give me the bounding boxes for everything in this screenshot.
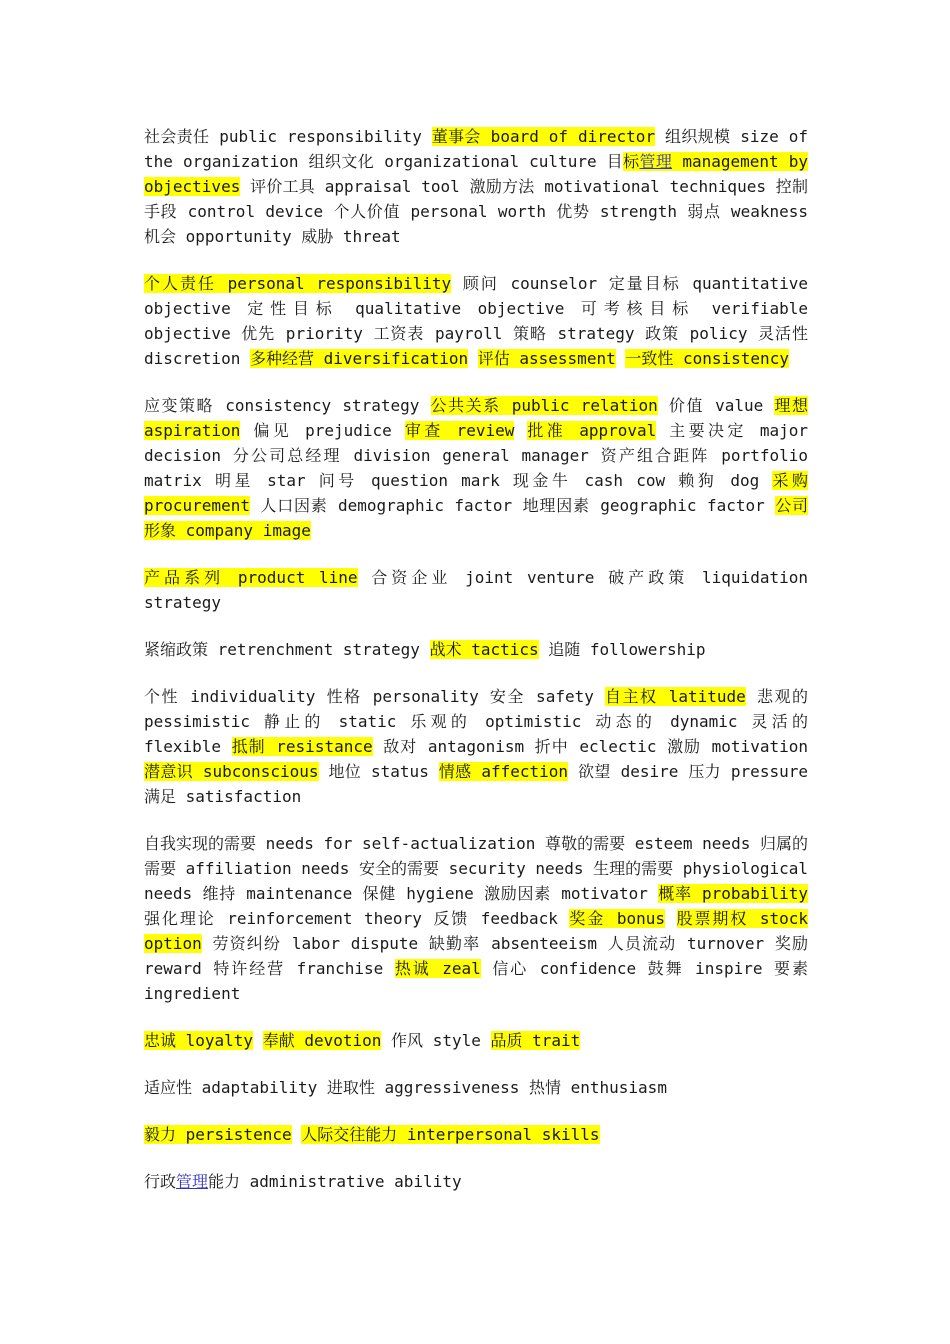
term-text: 合资企业 joint venture 破产政策 liquidation strategy xyxy=(144,568,808,612)
glossary-paragraph xyxy=(144,1075,808,1100)
term-text: 地位 status xyxy=(318,762,439,781)
highlighted-term: 奉献 devotion xyxy=(262,1031,382,1050)
highlighted-term: 毅力 persistence xyxy=(144,1125,292,1144)
highlighted-term: 标 xyxy=(623,152,640,171)
highlighted-term: 品质 trait xyxy=(490,1031,581,1050)
highlighted-term: 抵制 resistance xyxy=(231,737,373,756)
term-text xyxy=(253,1031,263,1050)
glossary-paragraph xyxy=(144,271,808,371)
term-text: 适应性 adaptability 进取性 aggressiveness 热情 enthusiasm xyxy=(144,1078,667,1097)
highlighted-term: 评估 assessment xyxy=(477,349,616,368)
document-page xyxy=(144,124,808,1216)
glossary-paragraph xyxy=(144,684,808,809)
term-text: 主要决定 major decision 分公司总经理 division general manager 资产组合距阵 portfolio matrix 明星 star 问号 question mark 现金牛 cash cow 赖狗 dog xyxy=(144,421,808,490)
highlighted-term: 多种经营 diversification xyxy=(249,349,469,368)
highlighted-term: 奖金 bonus xyxy=(569,909,665,928)
term-text: 自我实现的需要 needs for self-actualization 尊敬的需要 esteem needs 归属的需要 affiliation needs 安全的需要 security needs 生理的需要 physiological needs 维持 maintenance 保健 hygiene 激励因素 motivator xyxy=(144,834,809,903)
term-text xyxy=(514,421,527,440)
highlighted-term: 批准 approval xyxy=(527,421,657,440)
term-link[interactable]: 管理 xyxy=(176,1172,209,1191)
term-text: 劳资纠纷 labor dispute 缺勤率 absenteeism 人员流动 turnover 奖励 reward 特许经营 franchise xyxy=(144,934,808,978)
term-text: 应变策略 consistency strategy xyxy=(144,396,431,415)
term-text: 价值 value xyxy=(657,396,775,415)
highlighted-term: 一致性 consistency xyxy=(625,349,789,368)
term-text: 人口因素 demographic factor 地理因素 geographic factor xyxy=(249,496,776,515)
term-text: 社会责任 public responsibility xyxy=(144,127,432,146)
term-text xyxy=(665,909,677,928)
term-text: 能力 administrative ability xyxy=(208,1172,462,1191)
term-link[interactable]: 管理 xyxy=(639,152,673,171)
glossary-paragraph xyxy=(144,637,808,662)
highlighted-term: 潜意识 subconscious xyxy=(144,762,319,781)
highlighted-term: 董事会 board of director xyxy=(431,127,656,146)
term-text: 追随 followership xyxy=(538,640,706,659)
glossary-paragraph xyxy=(144,1122,808,1147)
glossary-paragraph xyxy=(144,565,808,615)
term-text: 评价工具 appraisal tool 激励方法 motivational techniques 控制手段 control device 个人价值 personal worth 优势 strength 弱点 weakness 机会 opportunity 威胁 threat xyxy=(144,177,808,246)
glossary-paragraph xyxy=(144,1028,808,1053)
glossary-paragraph xyxy=(144,1169,808,1194)
term-text xyxy=(468,349,478,368)
highlighted-term: 采购 procurement xyxy=(144,471,808,515)
highlighted-term: 人际交往能力 interpersonal skills xyxy=(301,1125,600,1144)
term-text: 信心 confidence 鼓舞 inspire 要素 ingredient xyxy=(144,959,808,1003)
highlighted-term: management by objectives xyxy=(144,152,808,196)
term-text: 个性 individuality 性格 personality 安全 safety xyxy=(144,687,606,706)
glossary-paragraph xyxy=(144,393,808,543)
term-text: 作风 style xyxy=(381,1031,491,1050)
term-text: 强化理论 reinforcement theory 反馈 feedback xyxy=(144,909,570,928)
highlighted-term: 概率 probability xyxy=(658,884,808,903)
highlighted-term: 公共关系 public relation xyxy=(430,396,658,415)
term-text: 敌对 antagonism 折中 eclectic 激励 motivation xyxy=(372,737,808,756)
highlighted-term: 产品系列 product line xyxy=(144,568,358,587)
term-text: 行政 xyxy=(144,1172,177,1191)
highlighted-term: 理想 aspiration xyxy=(144,396,808,440)
highlighted-term: 忠诚 loyalty xyxy=(144,1031,254,1050)
highlighted-term: 审查 review xyxy=(404,421,515,440)
glossary-paragraph xyxy=(144,124,808,249)
highlighted-term: 情感 affection xyxy=(438,762,569,781)
highlighted-term: 个人责任 personal responsibility xyxy=(144,274,452,293)
term-text: 偏见 prejudice xyxy=(240,421,405,440)
glossary-paragraph xyxy=(144,831,808,1006)
highlighted-term: 自主权 latitude xyxy=(605,687,746,706)
term-text: 欲望 desire 压力 pressure 满足 satisfaction xyxy=(144,762,808,806)
highlighted-term: 热诚 zeal xyxy=(394,959,481,978)
highlighted-term: 战术 tactics xyxy=(429,640,539,659)
term-text xyxy=(616,349,626,368)
term-text xyxy=(292,1125,302,1144)
highlighted-term: 股票期权 stock option xyxy=(144,909,808,953)
term-text: 悲观的 pessimistic 静止的 static 乐观的 optimistic 动态的 dynamic 灵活的 flexible xyxy=(144,687,808,756)
term-text: 紧缩政策 retrenchment strategy xyxy=(144,640,430,659)
highlighted-term: 公司形象 company image xyxy=(144,496,808,540)
term-text: 顾问 counselor 定量目标 quantitative objective 定性目标 qualitative objective 可考核目标 verifiable objective 优先 priority 工资表 payroll 策略 strategy 政策 policy 灵活性 discretion xyxy=(144,274,808,368)
term-text: 组织规模 size of the organization 组织文化 organizational culture 目 xyxy=(144,127,808,171)
